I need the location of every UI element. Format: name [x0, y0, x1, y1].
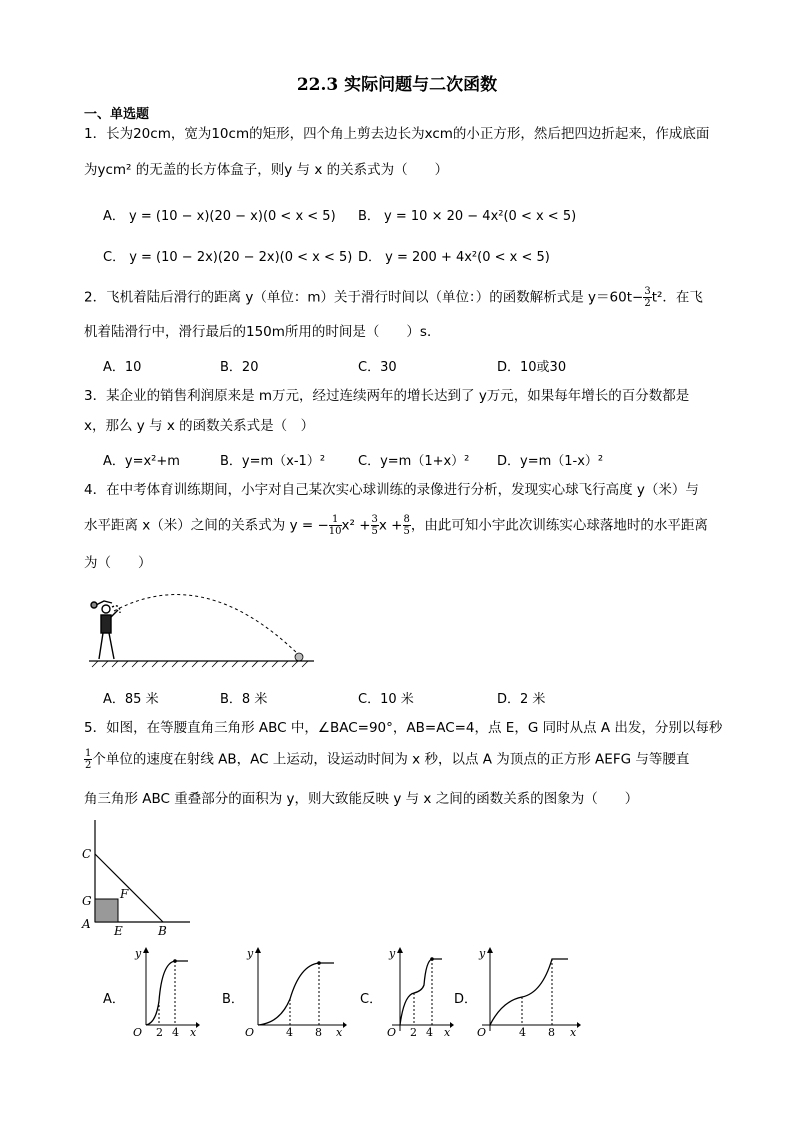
- label-c: C: [82, 847, 92, 861]
- q4-f3-den: 5: [403, 526, 410, 537]
- ground-hatching: [92, 661, 308, 667]
- x-axis-label: x: [190, 1026, 197, 1037]
- q2-frac-den: 2: [644, 298, 651, 309]
- q5-option-b-label[interactable]: B．: [222, 992, 244, 1007]
- q3-option-b[interactable]: B．y=m（x-1）²: [220, 454, 326, 469]
- tick-label: 2: [410, 1026, 417, 1037]
- q2-option-d[interactable]: D．10或30: [497, 360, 567, 375]
- label-g: G: [82, 894, 92, 908]
- q1-option-d[interactable]: D． y = 200 + 4x²(0 < x < 5): [358, 250, 550, 265]
- x-axis-label: x: [444, 1026, 451, 1037]
- x-axis-label: x: [336, 1026, 343, 1037]
- page-title: 22.3 实际问题与二次函数: [296, 75, 498, 95]
- q4-f1-num: 1: [329, 514, 342, 526]
- label-e: E: [114, 924, 123, 938]
- label-a: A: [82, 917, 91, 931]
- tick-label: 4: [286, 1026, 293, 1037]
- section-heading: 一、单选题: [84, 107, 150, 122]
- q4-text-b: x² +: [341, 517, 371, 534]
- q4-option-a[interactable]: A．85 米: [103, 692, 159, 707]
- triangle-figure: [80, 818, 195, 938]
- q4-fraction-3: [403, 514, 411, 537]
- shot-put-figure: [84, 583, 324, 673]
- q2-line2: 机着陆滑行中，滑行最后的150m所用的时间是（ ）s．: [84, 324, 441, 340]
- y-axis-label: y: [389, 947, 396, 960]
- q5-option-c-label[interactable]: C．: [360, 992, 383, 1007]
- q5-text-a: 个单位的速度在射线 AB，AC 上运动，设运动时间为 x 秒，以点 A 为顶点的正方形 AEFG 与等腰直: [92, 751, 690, 768]
- q2-frac-num: 3: [644, 286, 651, 297]
- q2-text-a: 2．飞机着陆后滑行的距离 y（单位：m）关于滑行时间以（单位：）的函数解析式是 y＝60t−: [84, 289, 644, 306]
- q4-line3: 为（ ）: [84, 555, 152, 571]
- q1-line1: 1．长为20cm，宽为10cm的矩形，四个角上剪去边长为xcm的小正方形，然后把四边折起来，作成底面: [84, 126, 710, 142]
- tick-label: 4: [172, 1026, 179, 1037]
- q5-graph-d[interactable]: [472, 945, 582, 1037]
- q4-text-c: x +: [378, 517, 403, 534]
- q2-fraction: [643, 286, 651, 309]
- q4-line1: 4．在中考体育训练期间，小宇对自己某次实心球训练的录像进行分析，发现实心球飞行高度 y（米）与: [84, 482, 699, 498]
- x-axis-label: x: [570, 1026, 577, 1037]
- q5-option-a-label[interactable]: A．: [103, 992, 125, 1007]
- q3-option-d[interactable]: D．y=m（1-x）²: [497, 454, 604, 469]
- q1-option-c[interactable]: C． y = (10 − 2x)(20 − 2x)(0 < x < 5): [103, 250, 353, 265]
- label-b: B: [158, 924, 167, 938]
- q2-line1: [84, 286, 703, 309]
- q5-line2: [84, 748, 689, 771]
- origin-label: O: [387, 1026, 397, 1037]
- y-axis-label: y: [135, 947, 142, 960]
- origin-label: O: [245, 1026, 255, 1037]
- square-aefg: [95, 899, 118, 922]
- ball-icon: [295, 653, 303, 661]
- q3-line2: x，那么 y 与 x 的函数关系式是（ ）: [84, 418, 315, 434]
- tick-label: 8: [548, 1026, 555, 1037]
- q3-option-c[interactable]: C．y=m（1+x）²: [358, 454, 470, 469]
- q4-f2-den: 5: [371, 526, 378, 537]
- q5-frac-den: 2: [85, 760, 92, 771]
- q5-line3: 角三角形 ABC 重叠部分的面积为 y，则大致能反映 y 与 x 之间的函数关系的图象为（ ）: [84, 791, 639, 807]
- q3-line1: 3．某企业的销售利润原来是 m万元，经过连续两年的增长达到了 y万元，如果每年增长的百分数都是: [84, 388, 690, 404]
- q5-option-d-label[interactable]: D．: [454, 992, 478, 1007]
- q4-option-b[interactable]: B．8 米: [220, 692, 268, 707]
- q1-option-a[interactable]: A． y = (10 − x)(20 − x)(0 < x < 5): [103, 209, 336, 224]
- q5-line1: 5．如图，在等腰直角三角形 ABC 中，∠BAC=90°，AB=AC=4，点 E，G 同时从点 A 出发，分别以每秒: [84, 720, 723, 736]
- origin-label: O: [133, 1026, 143, 1037]
- q4-line2: [84, 514, 708, 537]
- q4-f1-den: 10: [328, 526, 342, 537]
- curve: [146, 961, 188, 1025]
- q2-text-b: t²．在飞: [651, 289, 703, 306]
- q4-text-a: 水平距离 x（米）之间的关系式为 y = −: [84, 517, 329, 534]
- curve: [400, 959, 442, 1025]
- q4-option-d[interactable]: D．2 米: [497, 692, 546, 707]
- q5-frac-num: 1: [85, 748, 92, 759]
- q4-f3-num: 8: [403, 514, 410, 525]
- q1-line2: 为ycm² 的无盖的长方体盒子，则y 与 x 的关系式为（ ）: [84, 162, 449, 178]
- tick-label: 4: [426, 1026, 433, 1037]
- y-axis-label: y: [247, 947, 254, 960]
- q4-f2-num: 3: [371, 514, 378, 525]
- q5-graph-a[interactable]: [128, 945, 200, 1037]
- q4-fraction-2: [371, 514, 379, 537]
- q2-option-c[interactable]: C．30: [358, 360, 397, 375]
- q4-text-d: ，由此可知小宇此次训练实心球落地时的水平距离: [410, 517, 708, 534]
- q2-option-a[interactable]: A．10: [103, 360, 142, 375]
- q4-fraction-1: [329, 514, 342, 537]
- trajectory-arc: [114, 595, 299, 655]
- tick-label: 8: [315, 1026, 322, 1037]
- q5-graph-c[interactable]: [382, 945, 454, 1037]
- label-f: F: [120, 887, 129, 901]
- q2-option-b[interactable]: B．20: [220, 360, 259, 375]
- q3-option-a[interactable]: A．y=x²+m: [103, 454, 180, 469]
- q5-graph-b[interactable]: [240, 945, 348, 1037]
- origin-label: O: [477, 1026, 487, 1037]
- tick-label: 4: [519, 1026, 526, 1037]
- curve: [258, 963, 334, 1025]
- q1-option-b[interactable]: B． y = 10 × 20 − 4x²(0 < x < 5): [358, 209, 577, 224]
- tick-label: 2: [156, 1026, 163, 1037]
- curve: [490, 959, 568, 1025]
- y-axis-label: y: [479, 947, 486, 960]
- q4-option-c[interactable]: C．10 米: [358, 692, 414, 707]
